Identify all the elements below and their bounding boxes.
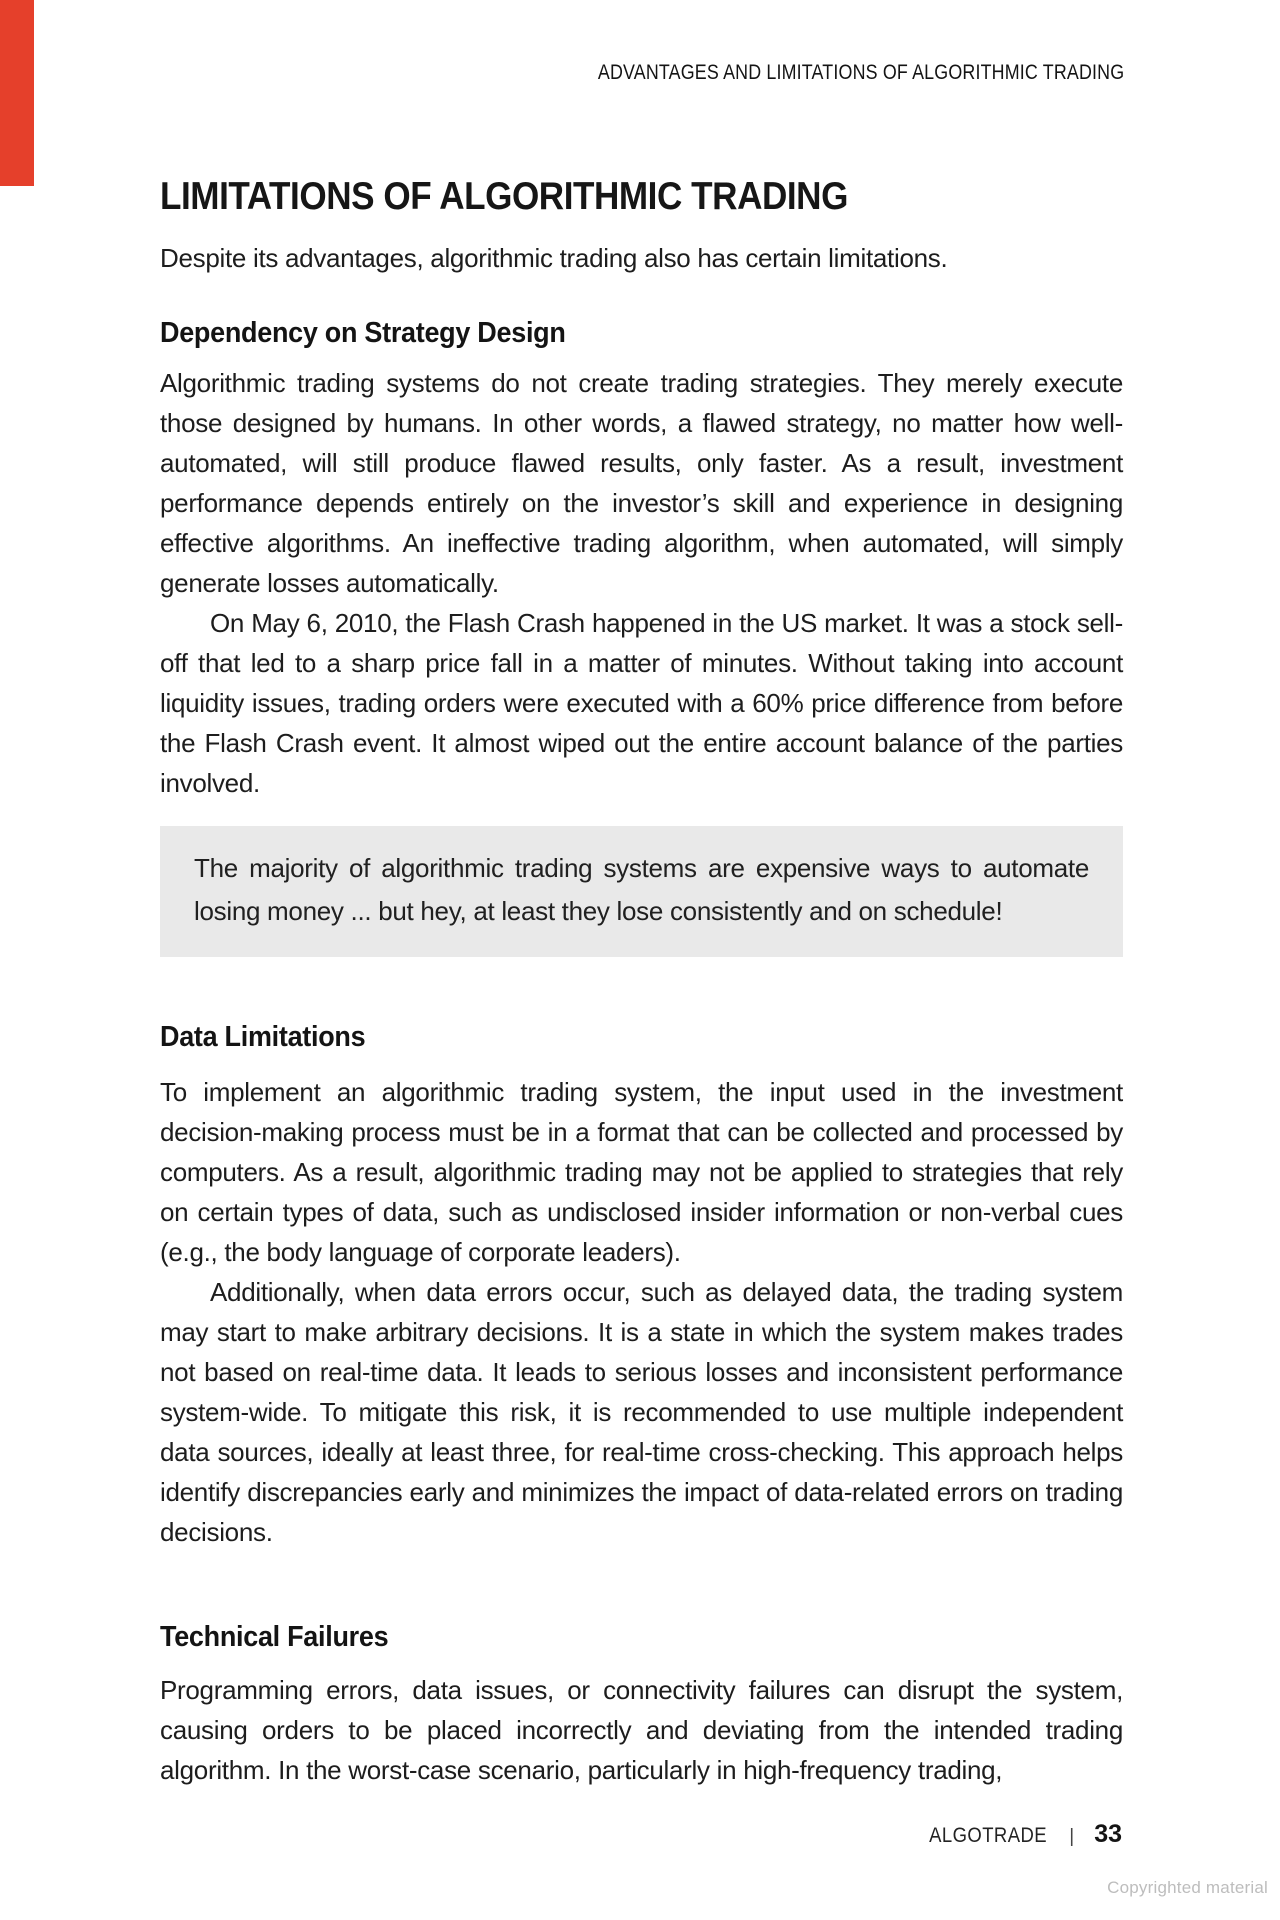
paragraph: On May 6, 2010, the Flash Crash happened in the US market. It was a stock sell-off that led to a sharp price fall in a matter of minutes. Without taking into account liquidity issues, trading orders were executed with a 60% price difference from before the Flash Crash event. It almost wiped out the entire account balance of the parties involved. — [160, 608, 1123, 798]
paragraph: Additionally, when data errors occur, such as delayed data, the trading system may start to make arbitrary decisions. It is a state in which the system makes trades not based on real-time data. It leads to serious losses and inconsistent performance system-wide. To mitigate this risk, it is recommended to use multiple independent data sources, ideally at least three, for real-time cross-checking. This approach helps identify discrepancies early and minimizes the impact of data-related errors on trading decisions. — [160, 1277, 1123, 1547]
running-header: ADVANTAGES AND LIMITATIONS OF ALGORITHMIC TRADING — [597, 61, 1124, 84]
chapter-edge-tab — [0, 0, 34, 186]
copyright-notice: Copyrighted material — [1107, 1878, 1268, 1897]
section-heading: Dependency on Strategy Design — [160, 317, 566, 350]
page-footer — [913, 1820, 1122, 1849]
footer-separator: | — [1069, 1826, 1075, 1847]
book-title: ALGOTRADE — [929, 1824, 1048, 1847]
page-number: 33 — [1094, 1820, 1122, 1848]
paragraph: To implement an algorithmic trading system, the input used in the investment decision-making process must be in a format that can be collected and processed by computers. As a result, algorithmic trading may not be applied to strategies that rely on certain types of data, such as undisclosed insider information or non-verbal cues (e.g., the body language of corporate leaders). — [160, 1077, 1123, 1267]
callout-text: The majority of algorithmic trading systems are expensive ways to automate losing money ... but hey, at least they lose consistently and on schedule! — [194, 853, 1089, 926]
section-heading: Data Limitations — [160, 1021, 366, 1054]
lead-paragraph: Despite its advantages, algorithmic trading also has certain limitations. — [160, 243, 948, 273]
section-heading: Technical Failures — [160, 1621, 389, 1654]
paragraph: Algorithmic trading systems do not create trading strategies. They merely execute those designed by humans. In other words, a flawed strategy, no matter how well-automated, will still produce flawed results, only faster. As a result, investment performance depends entirely on the investor’s skill and experience in designing effective algorithms. An ineffective trading algorithm, when automated, will simply generate losses automatically. — [160, 368, 1123, 598]
callout-box — [160, 826, 1123, 957]
paragraph: Programming errors, data issues, or connectivity failures can disrupt the system, causing orders to be placed incorrectly and deviating from the intended trading algorithm. In the worst-case scenario, particularly in high-frequency trading, — [160, 1675, 1123, 1785]
chapter-title: LIMITATIONS OF ALGORITHMIC TRADING — [160, 175, 848, 219]
